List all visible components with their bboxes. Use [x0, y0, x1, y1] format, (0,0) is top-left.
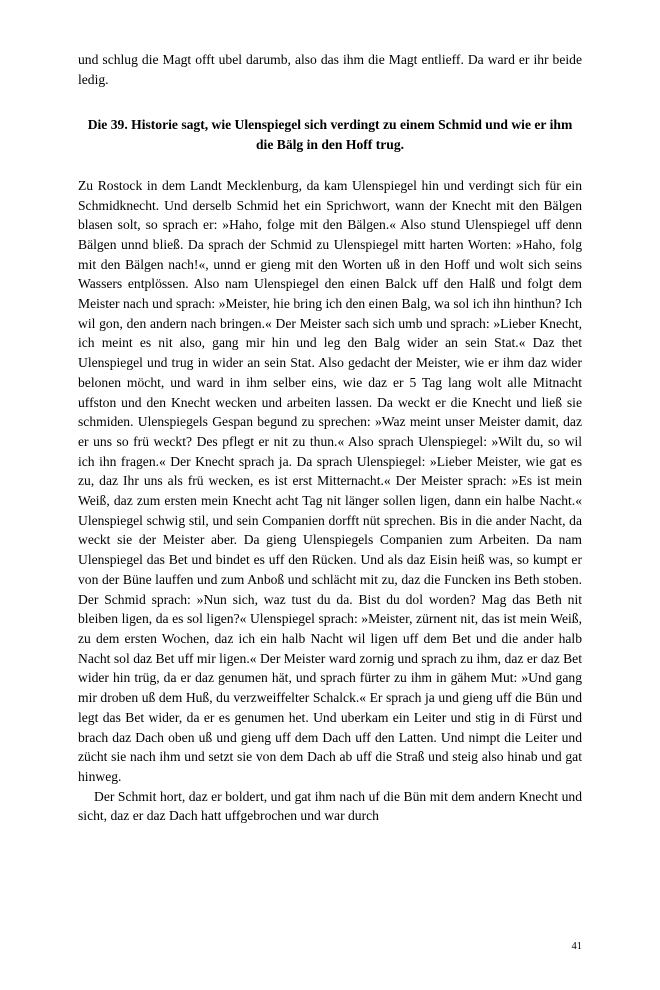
body-paragraph-2: Der Schmit hort, daz er boldert, und gat ihm nach uf die Bün mit dem andern Knecht und sicht, daz er daz Dach hatt uffgebrochen und war durch: [78, 788, 582, 824]
page-number: 41: [571, 941, 582, 952]
paragraph-continuation: und schlug die Magt offt ubel darumb, also das ihm die Magt entlieff. Da ward er ihr beide ledig.: [78, 52, 582, 87]
body-paragraph-1: Zu Rostock in dem Landt Mecklenburg, da kam Ulenspiegel hin und verdingt sich für ein Schmidknecht. Und derselb Schmid het ein Sprichwort, wann der Knecht mit den Bälgen blasen solt, so sprach er: »Haho, folge mit den Bälgen.« Also stund Ulenspiegel uff denn Bälgen unnd bließ. Da sprach der Schmid zu Ulenspiegel mitt harten Worten: »Haho, folg mit den Bälgen nach!«, unnd er gieng mit den Worten uß in den Hoff und wolt sich seins Wassers entplössen. Also nam Ulenspiegel den einen Balck uff den Halß und folgt dem Meister nach und sprach: »Meister, hie bring ich den einen Balg, wa sol ich ihn hinthun? Ich wil gon, den andern nach bringen.« Der Meister sach sich umb und sprach: »Lieber Knecht, ich meint es nit also, gang mir hin und leg den Balg wider an sein Stat.« Daz thet Ulenspiegel und trug in wider an sein Stat. Also gedacht der Meister, wie er ihm daz wider belonen möcht, und ward in ihm selber eins, wie daz er 5 Tag lang wolt alle Mitnacht uffston und den Knecht wecken und arbeiten lassen. Da weckt er die Knecht und ließ sie schmiden. Ulenspiegels Gespan begund zu sprechen: »Waz meint unser Meister damit, daz er uns so frü weckt? Des pflegt er nit zu thun.« Also sprach Ulenspiegel: »Wilt du, so wil ich ihn fragen.« Der Knecht sprach ja. Da sprach Ulenspiegel: »Lieber Meister, wie gat es zu, daz Ihr uns als frü wecken, es ist erst Mitternacht.« Der Meister sprach: »Es ist mein Weiß, daz zum ersten mein Knecht acht Tag nit länger sollen ligen, dann ein halbe Nacht.« Ulenspiegel schwig stil, und sein Companien dorfft nüt sprechen. Bis in die ander Nacht, da weckt sie der Meister aber. Da gieng Ulenspiegels Companien zum Arbeiten. Da nam Ulenspiegel das Bet und bindet es uff den Rücken. Und als daz Eisin heiß was, so kumpt er von der Büne lauffen und zum Anboß und schlächt mit zu, daz die Funcken ins Beth stoben. Der Schmid sprach: »Nun sich, waz tust du da. Bist du dol worden? Mag das Beth nit bleiben ligen, da es sol ligen?« Ulenspiegel sprach: »Meister, zürnent nit, das ist mein Weiß, zu dem ersten Wochen, daz ich ein halb Nacht wil ligen uff dem Bet und die ander halb Nacht sol daz Bet uff mir ligen.« Der Meister ward zornig und sprach zu ihm, daz er daz Bet wider hin trüg, da er daz genumen hät, und sprach fürter zu ihm in gähem Mut: »Und gang mir droben uß dem Huß, du verzweiffelter Schalck.« Er sprach ja und gieng uff die Bün und legt das Bet wider, da er es genumen het. Und uberkam ein Leiter und stig in di Fürst und brach daz Dach oben uß und gieng uff dem Dach uff den Latten. Und nimpt die Leiter und zücht sie nach ihm und setzt sie von dem Dach ab uff die Straß und steig also hinab und gat hinweg.: [78, 177, 582, 784]
chapter-heading: Die 39. Historie sagt, wie Ulenspiegel sich verdingt zu einem Schmid und wie er ihm die Bälg in den Hoff trug.: [87, 117, 573, 153]
